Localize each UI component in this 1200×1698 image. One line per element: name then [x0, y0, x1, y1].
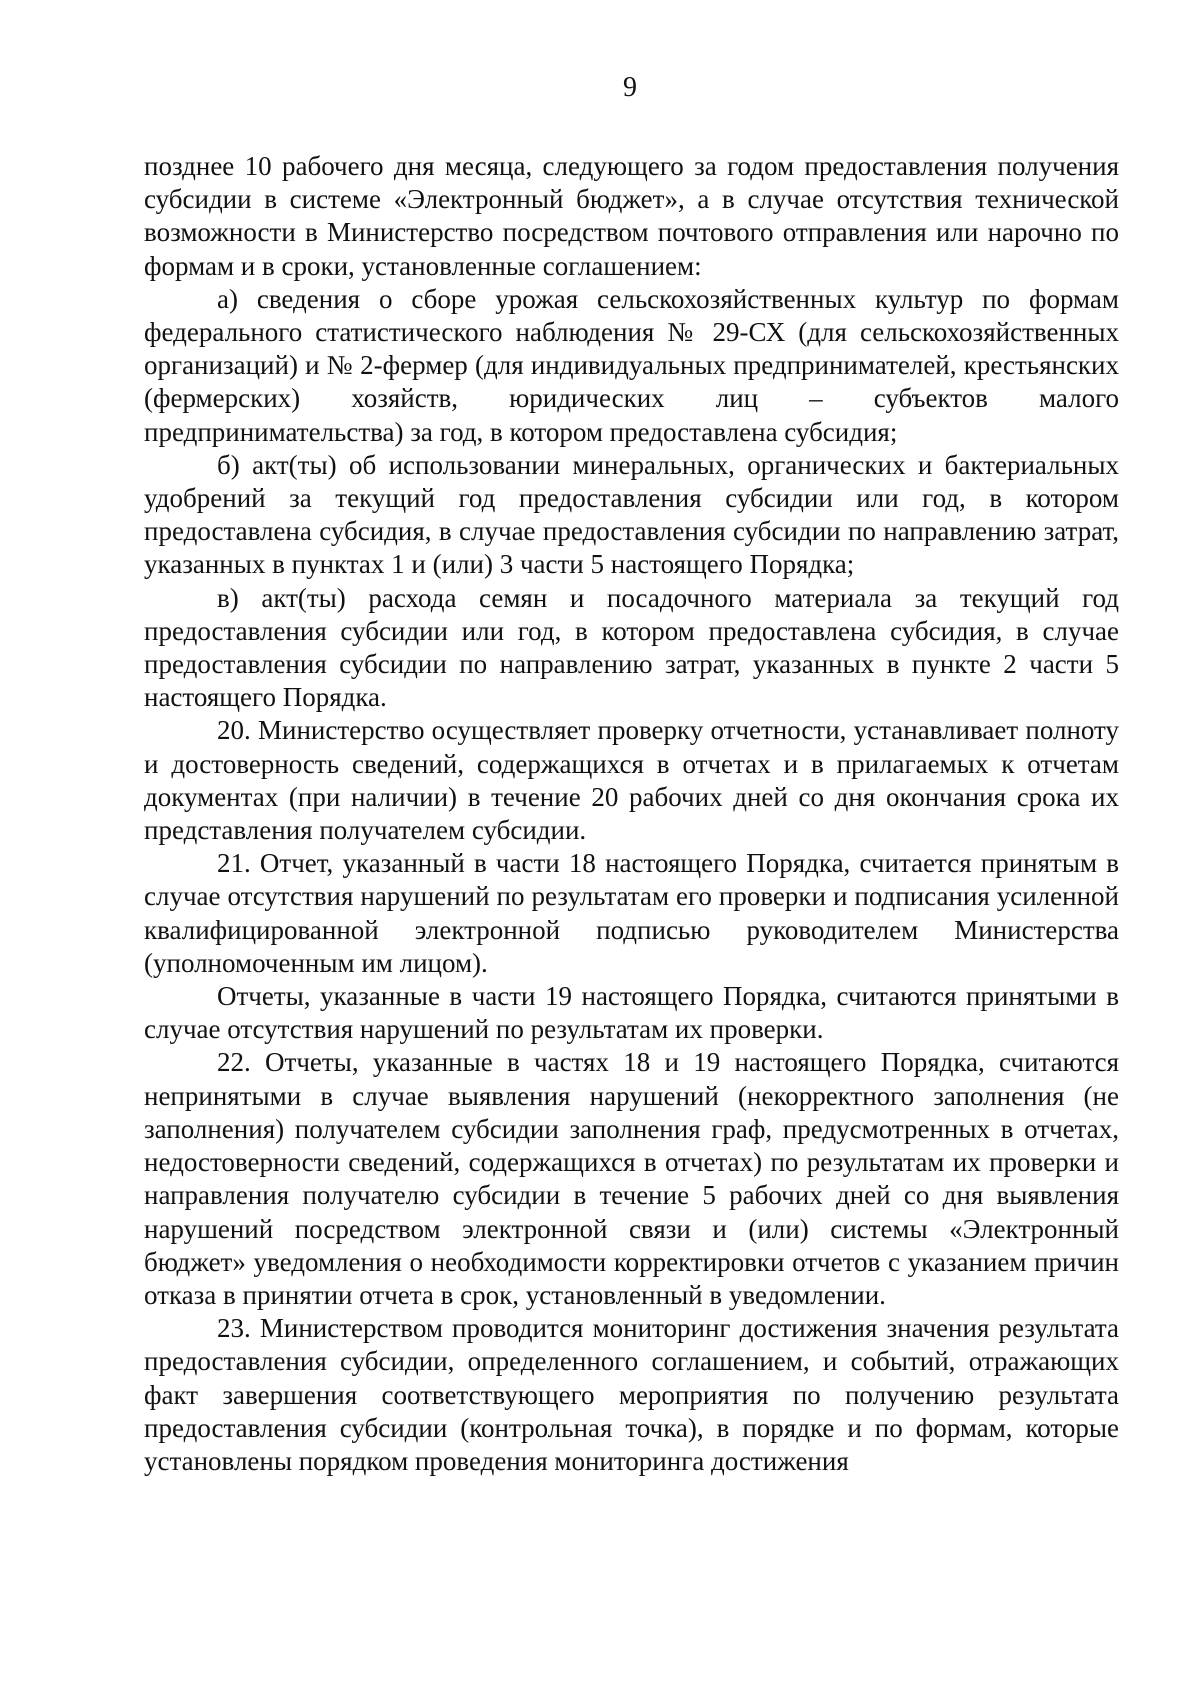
paragraph-19a: а) сведения о сборе урожая сельскохозяйственных культур по формам федерального статистического наблюдения № 29-СХ (для сельскохозяйственных организаций) и № 2-фермер (для индивидуальных предпринимателей, крестьянских (фермерских) хозяйств, юридических лиц – субъектов малого предпринимательства) за год, в котором предоставлена субсидия; [144, 283, 1119, 447]
paragraph-23: 23. Министерством проводится мониторинг достижения значения результата предоставления субсидии, определенного соглашением, и событий, отражающих факт завершения соответствующего мероприятия по получению результата предоставления субсидии (контрольная точка), в порядке и по формам, которые установлены порядком проведения мониторинга достижения [144, 1313, 1119, 1476]
paragraph-19b: б) акт(ты) об использовании минеральных, органических и бактериальных удобрений за текущий год предоставления субсидии или год, в котором предоставлена субсидия, в случае предоставления субсидии по направлению затрат, указанных в пунктах 1 и (или) 3 части 5 настоящего Порядка; [144, 449, 1119, 580]
paragraph-continuation: позднее 10 рабочего дня месяца, следующего за годом предоставления получения субсидии в системе «Электронный бюджет», а в случае отсутствия технической возможности в Министерство посредством почтового отправления или нарочно по формам и в сроки, установленные соглашением: [144, 151, 1119, 281]
paragraph-20: 20. Министерство осуществляет проверку отчетности, устанавливает полноту и достоверность сведений, содержащихся в отчетах и в прилагаемых к отчетам документах (при наличии) в течение 20 рабочих дней со дня окончания срока их представления получателем субсидии. [144, 715, 1119, 846]
document-body [144, 150, 1119, 1478]
paragraph-22: 22. Отчеты, указанные в частях 18 и 19 настоящего Порядка, считаются непринятыми в случае выявления нарушений (некорректного заполнения (не заполнения) получателем субсидии заполнения граф, предусмотренных в отчетах, недостоверности сведений, содержащихся в отчетах) по результатам их проверки и направления получателю субсидии в течение 5 рабочих дней со дня выявления нарушений посредством электронной связи и (или) системы «Электронный бюджет» уведомления о необходимости корректировки отчетов с указанием причин отказа в принятии отчета в срок, установленный в уведомлении. [144, 1047, 1119, 1310]
paragraph-21: 21. Отчет, указанный в части 18 настоящего Порядка, считается принятым в случае отсутствия нарушений по результатам его проверки и подписания усиленной квалифицированной электронной подписью руководителем Министерства (уполномоченным им лицом). [144, 848, 1119, 978]
page-number: 9 [623, 72, 637, 103]
paragraph-19v: в) акт(ты) расхода семян и посадочного материала за текущий год предоставления субсидии или год, в котором предоставлена субсидия, в случае предоставления субсидии по направлению затрат, указанных в пункте 2 части 5 настоящего Порядка. [144, 582, 1119, 713]
paragraph-21-2: Отчеты, указанные в части 19 настоящего Порядка, считаются принятыми в случае отсутствия нарушений по результатам их проверки. [144, 981, 1119, 1045]
